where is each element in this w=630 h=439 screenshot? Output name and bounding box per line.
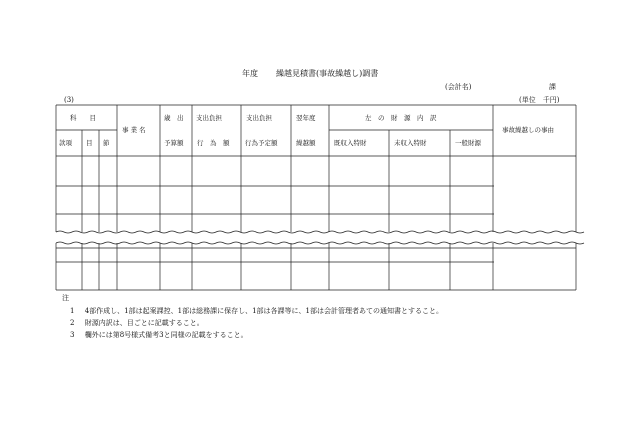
note-text: 財源内訳は、目ごとに記載すること。 <box>84 319 204 327</box>
subheader-moku: 目 <box>86 139 93 147</box>
planned-header-bottom: 行為予定額 <box>245 139 278 147</box>
note-text: 4部作成し、1部は起案課控、1部は総務課に保存し、1部は各課等に、1部は会計管理者あての通知書とすること。 <box>84 307 443 315</box>
note-number: 2 <box>70 319 75 327</box>
funding-breakdown-header: 左 の 財 源 内 訳 <box>365 114 437 122</box>
fiscal-year-label: 年度 <box>242 69 258 78</box>
note-number: 3 <box>70 331 75 339</box>
note-number: 1 <box>70 307 75 315</box>
form-number: (3) <box>64 96 74 104</box>
category-header: 科 目 <box>70 114 96 122</box>
carryover-header-bottom: 繰越額 <box>296 139 316 147</box>
unit-label: (単位 千円) <box>519 96 560 104</box>
expense-header-top: 支出負担 <box>196 114 222 122</box>
section-label: 課 <box>549 83 556 91</box>
budget-header-top: 歳 出 <box>164 114 184 122</box>
carryover-header-top: 翌年度 <box>296 114 316 122</box>
project-name-header: 事 業 名 <box>122 126 146 134</box>
note-item <box>70 332 248 339</box>
reason-header: 事故繰越しの事由 <box>502 126 554 134</box>
planned-header-top: 支出負担 <box>246 114 272 122</box>
note-item <box>70 320 204 327</box>
notes-label: 注 <box>62 294 69 302</box>
expense-header-bottom: 行 為 額 <box>197 139 230 147</box>
subheader-setsu: 節 <box>103 139 110 147</box>
subheader-kanko: 款項 <box>59 139 72 147</box>
budget-header-bottom: 予算額 <box>164 139 184 147</box>
note-item <box>70 308 443 315</box>
breakdown-unreceived: 未収入特財 <box>394 139 427 147</box>
breakdown-received: 既収入特財 <box>334 139 367 147</box>
document-title: 繰越見積書(事故繰越し)調書 <box>276 69 379 78</box>
note-text: 欄外には第8号様式備考3と同様の記載をすること。 <box>84 331 248 339</box>
accounting-name-label: (会計名) <box>445 83 472 91</box>
breakdown-general: 一般財源 <box>455 139 481 147</box>
